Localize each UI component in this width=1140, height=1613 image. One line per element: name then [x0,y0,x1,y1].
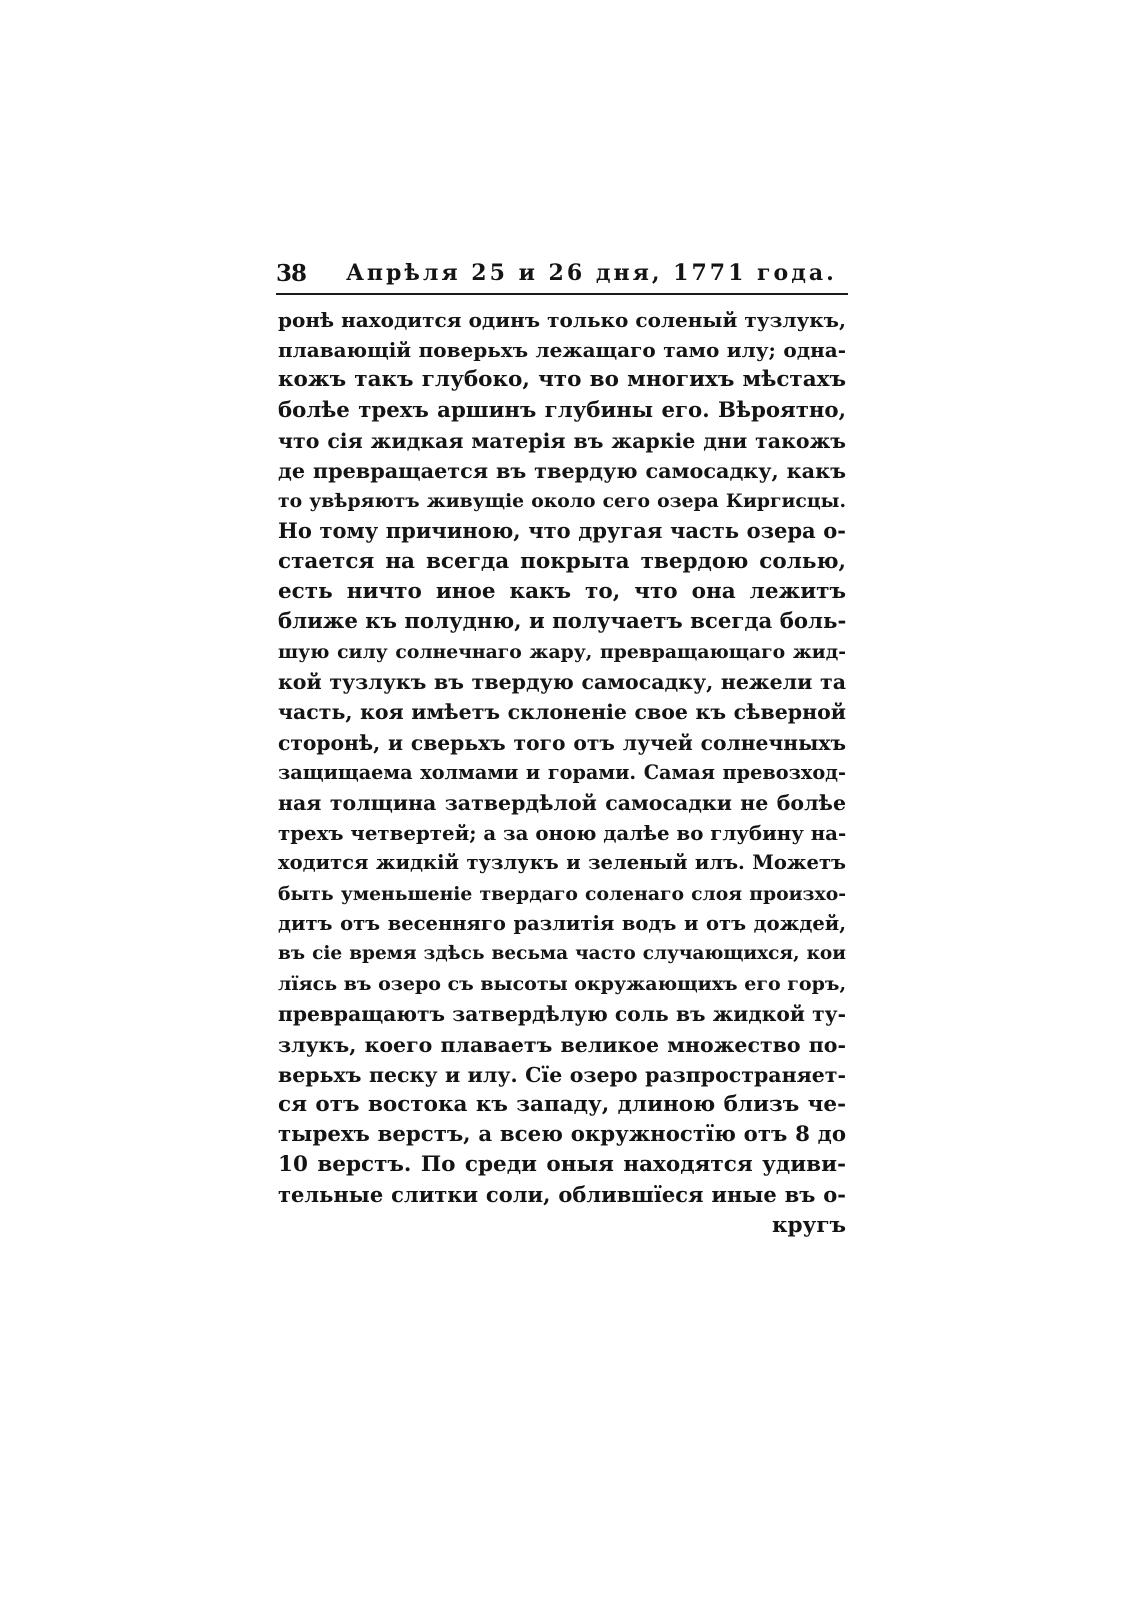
text-line: злукъ, коего плаваетъ великое множество по- [278,1032,846,1057]
text-line: сторонѣ, и сверьхъ того отъ лучей солнечныхъ [278,730,846,755]
text-line: въ сіе время здѣсь весьма часто случающихся, кои [278,942,846,964]
text-line: шую силу солнечнаго жару, превращающаго жид- [278,641,846,664]
text-line: ронѣ находится одинъ только соленый тузлукъ, [278,308,846,332]
running-title: Апрѣля 25 и 26 дня, 1771 года. [346,260,837,286]
header-rule [276,293,848,295]
text-line: ходится жидкій тузлукъ и зеленый илъ. Можетъ [278,851,846,875]
text-line: верьхъ песку и илу. Сїе озеро разпространяет- [278,1062,846,1087]
text-line: кожъ такъ глубоко, что во многихъ мѣстахъ [278,367,846,393]
body-text [278,305,846,1241]
text-line: ся отъ востока къ западу, длиною близъ че- [278,1091,846,1117]
text-line: лїясь въ озеро съ высоты окружающихъ его горъ, [278,973,847,996]
text-line: трехъ четвертей; а за оною далѣе во глубину на- [278,821,847,846]
catchword: кругъ [772,1212,846,1238]
text-line: ная толщина затвердѣлой самосадки не болѣе [278,791,846,815]
text-line: дитъ отъ весенняго разлитія водъ и отъ дождей, [278,911,846,935]
text-line: превращаютъ затвердѣлую соль въ жидкой ту- [278,1002,846,1027]
text-line: 10 верстъ. По среди оныя находятся удиви- [278,1152,846,1178]
text-line: часть, коя имѣетъ склоненіе свое къ сѣверной [278,700,846,725]
text-line: ближе къ полудню, и получаетъ всегда боль- [278,608,847,634]
text-line: защищаема холмами и горами. Самая превозход- [278,760,846,784]
text-line: то увѣряютъ живущіе около сего озера Киргисцы. [278,490,846,513]
text-line: что сія жидкая матерія въ жаркіе дни такожъ [278,428,846,453]
text-line: есть ничто иное какъ то, что она лежитъ [278,578,846,604]
page-number: 38 [276,260,307,287]
text-line: болѣе трехъ аршинъ глубины его. Вѣроятно, [278,397,846,423]
text-line: плавающій поверьхъ лежащаго тамо илу; одна- [278,338,846,363]
text-line: тырехъ верстъ, а всею окружностїю отъ 8 до [278,1122,846,1148]
text-line: кой тузлукъ въ твердую самосадку, нежели та [278,670,846,695]
text-line: тельные слитки соли, облившїеся иные въ о- [278,1182,846,1208]
text-line: быть уменьшеніе твердаго соленаго слоя произхо- [278,882,846,905]
running-head [276,258,848,292]
text-line: де превращается въ твердую самосадку, какъ [278,458,846,483]
text-line: Но тому причиною, что другая часть озера о- [278,518,846,544]
text-line: стается на всегда покрыта твердою солью, [278,548,846,574]
